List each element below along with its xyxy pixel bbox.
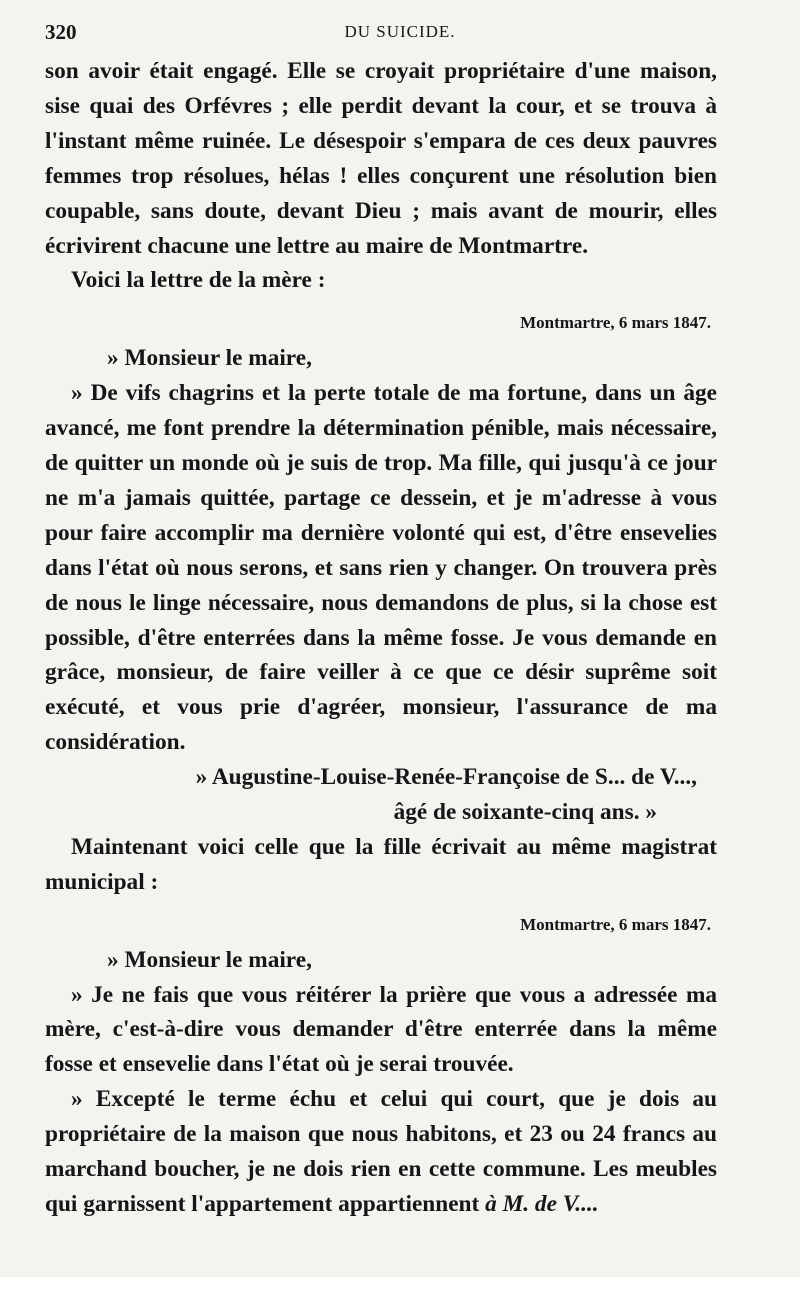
page-number: 320 [45, 20, 77, 44]
letter1-signature-line1: » Augustine-Louise-Renée-Françoise de S... de V..., [195, 764, 697, 791]
letter2-body-1: » Je ne fais que vous réitérer la prière que vous a adressée ma mère, c'est-à-dire vous demander d'être enterrée dans la même fosse et ensevelie dans l'état où je serai trouvée. [45, 981, 717, 1078]
page-header [45, 20, 755, 50]
paragraph-intro-daughter-letter: Maintenant voici celle que la fille écrivait au même magistrat municipal : [45, 833, 717, 895]
letter2-place-date: Montmartre, 6 mars 1847. [520, 914, 711, 934]
page-bottom-margin [0, 1277, 800, 1299]
paragraph-continuation: son avoir était engagé. Elle se croyait propriétaire d'une maison, sise quai des Orfévres ; elle perdit devant la cour, et se trouva à l'instant même ruinée. Le désespoir s'empara de ces deux pauvres femmes trop résolues, hélas ! elles conçurent une résolution bien coupable, sans doute, devant Dieu ; mais avant de mourir, elles écrivirent chacune une lettre au maire de Montmartre. [45, 58, 717, 259]
letter2-body-2-text: » Excepté le terme échu et celui qui court, que je dois au propriétaire de la maison que nous habitons, et 23 ou 24 francs au marchand boucher, je ne dois rien en cette commune. Les meubles qui garnissent l'appartement appartiennent [45, 1086, 717, 1217]
letter1-body: » De vifs chagrins et la perte totale de ma fortune, dans un âge avancé, me font prendre la détermination pénible, mais nécessaire, de quitter un monde où je suis de trop. Ma fille, qui jusqu'à ce jour ne m'a jamais quittée, partage ce dessein, et je m'adresse à vous pour faire accomplir ma dernière volonté qui est, d'être ensevelies dans l'état où nous serons, et sans rien y changer. On trouvera près de nous le linge nécessaire, nous demandons de plus, si la chose est possible, d'être enterrées dans la même fosse. Je vous demande en grâce, monsieur, de faire veiller à ce que ce désir suprême soit exécuté, et vous prie d'agréer, monsieur, l'assurance de ma considération. [45, 380, 717, 756]
letter2-body-2 [45, 1082, 717, 1222]
paragraph-intro-mother-letter: Voici la lettre de la mère : [71, 267, 326, 294]
running-title: DU SUICIDE. [344, 22, 456, 41]
letter1-place-date: Montmartre, 6 mars 1847. [520, 313, 711, 333]
body-text [45, 54, 717, 1222]
letter2-body-2-italic: à M. de V.... [485, 1191, 599, 1217]
letter1-signature-line2: âgé de soixante-cinq ans. » [393, 799, 657, 826]
letter1-salutation: » Monsieur le maire, [107, 345, 312, 372]
letter1-signature [45, 760, 717, 830]
letter2-salutation: » Monsieur le maire, [107, 946, 312, 973]
